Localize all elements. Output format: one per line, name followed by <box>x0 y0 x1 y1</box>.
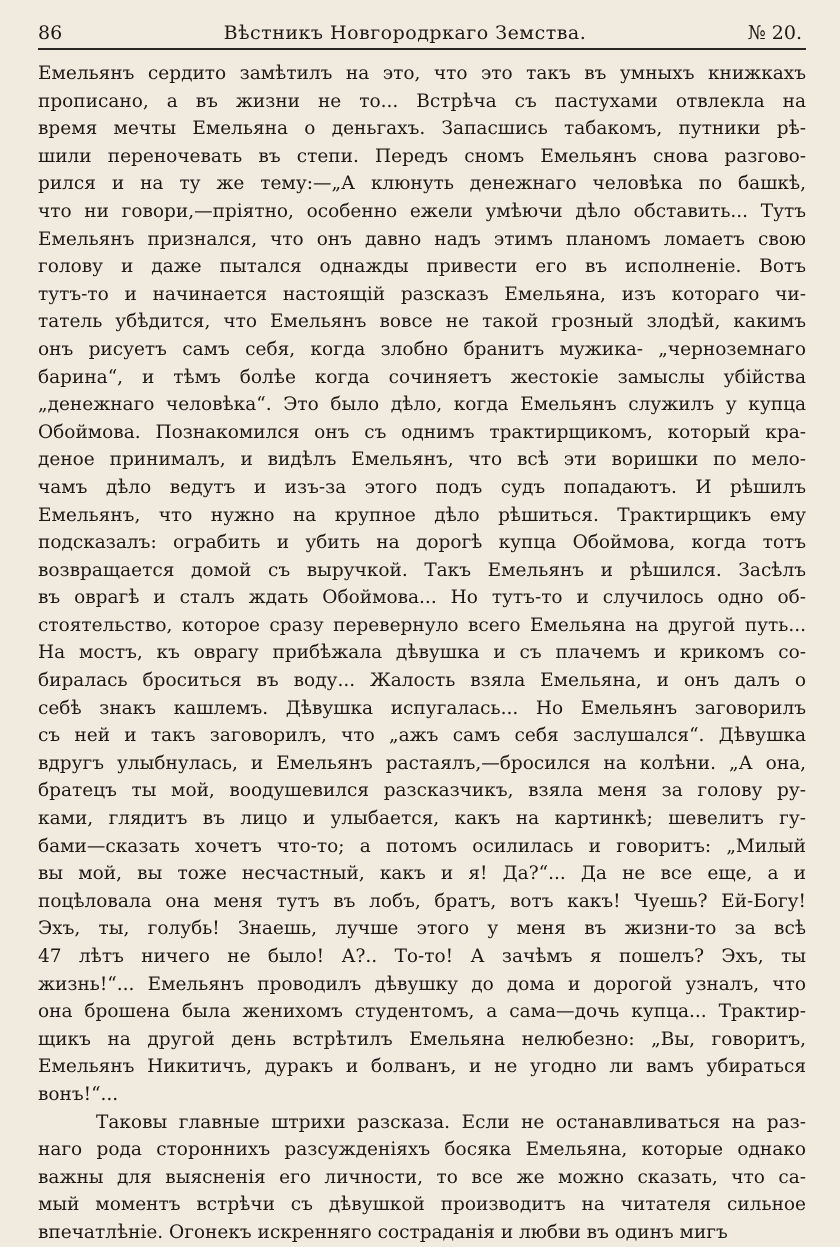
issue-number: № 20. <box>747 22 802 44</box>
text-line: тутъ-то и начинается настоящій разсказъ Емельяна, изъ котораго чи- <box>38 283 806 305</box>
text-line: впечатлѣніе. Огонекъ искренняго состраданія и любви въ одинъ мигъ <box>38 1221 728 1243</box>
text-line: вдругъ улыбнулась, и Емельянъ растаялъ,—бросился на колѣни. „А она, <box>38 752 806 774</box>
text-line: Емельянъ Никитичъ, дуракъ и болванъ, и не угодно ли вамъ убираться <box>38 1056 806 1078</box>
text-line: барина“, и тѣмъ болѣе когда сочиняетъ жестокіе замыслы убійства <box>38 366 806 388</box>
text-line: время мечты Емельяна о деньгахъ. Запасшись табакомъ, путники рѣ- <box>38 118 806 140</box>
text-line: возвращается домой съ выручкой. Такъ Емельянъ и рѣшился. Засѣлъ <box>38 559 806 581</box>
text-line: себѣ знакъ кашлемъ. Дѣвушка испугалась... Но Емельянъ заговорилъ <box>38 697 806 719</box>
text-line: онъ рисуетъ самъ себя, когда злобно бранитъ мужика- „черноземнаго <box>38 338 806 360</box>
text-line: рился и на ту же тему:—„А клюнуть денежнаго человѣка по башкѣ, <box>38 173 806 195</box>
text-line: чамъ дѣло ведутъ и изъ-за этого подъ судъ попадаютъ. И рѣшилъ <box>38 476 806 498</box>
text-line: Эхъ, ты, голубь! Знаешь, лучше этого у меня въ жизни-то за всѣ <box>38 918 806 940</box>
text-line: татель убѣдится, что Емельянъ вовсе не такой грозный злодѣй, какимъ <box>38 311 806 333</box>
text-line: съ ней и такъ заговорилъ, что „ажъ самъ себя заслушался“. Дѣвушка <box>38 725 806 747</box>
text-line: вы мой, вы тоже несчастный, какъ и я! Да?“... Да не все еще, а и <box>38 863 806 885</box>
text-line: Обоймова. Познакомился онъ съ однимъ трактирщикомъ, который кра- <box>38 421 806 443</box>
paragraph-1 <box>38 60 806 1109</box>
text-line: 47 лѣтъ ничего не было! А?.. То-то! А зачѣмъ я пошелъ? Эхъ, ты <box>38 946 806 967</box>
text-line: голову и даже пытался однажды привести его въ исполненіе. Вотъ <box>38 256 806 278</box>
text-line: важны для выясненія его личности, то все же можно сказать, что са- <box>38 1166 806 1188</box>
text-line: деное принималъ, и видѣлъ Емельянъ, что всѣ эти воришки по мело- <box>38 449 806 471</box>
text-line: шили переночевать въ степи. Передъ сномъ Емельянъ снова разгово- <box>38 145 806 167</box>
text-line: биралась броситься въ воду... Жалость взяла Емельяна, и онъ далъ о <box>38 670 806 692</box>
text-line: Емельянъ сердито замѣтилъ на это, что это такъ въ умныхъ книжкахъ <box>38 63 806 84</box>
text-line: ками, глядитъ въ лицо и улыбается, какъ на картинкѣ; шевелитъ гу- <box>38 808 806 830</box>
text-line: вонъ!“... <box>38 1083 119 1105</box>
running-header <box>38 22 806 50</box>
page-number: 86 <box>38 22 63 44</box>
text-line: Емельянъ, что нужно на крупное дѣло рѣшиться. Трактирщикъ ему <box>38 504 806 526</box>
text-line: прописано, а въ жизни не то... Встрѣча съ пастухами отвлекла на <box>38 90 806 112</box>
text-line: жизнь!“... Емельянъ проводилъ дѣвушку до дома и дорогой узналъ, что <box>38 973 806 995</box>
text-line: мый моментъ встрѣчи съ дѣвушкой производитъ на читателя сильное <box>38 1194 806 1216</box>
text-line: что ни говори,—пріятно, особенно ежели умѣючи дѣло обставить... Тутъ <box>38 200 806 222</box>
text-line: она брошена была женихомъ студентомъ, а сама—дочь купца... Трактир- <box>38 1001 806 1023</box>
text-line: щикъ на другой день встрѣтилъ Емельяна нелюбезно: „Вы, говоритъ, <box>38 1028 806 1050</box>
article-body <box>38 60 806 1247</box>
journal-title: Вѣстникъ Новгородркаго Земства. <box>223 22 587 44</box>
text-line: поцѣловала она меня тутъ въ лобъ, братъ, вотъ какъ! Чуешь? Ей-Богу! <box>38 890 806 912</box>
text-line: „денежнаго человѣка“. Это было дѣло, когда Емельянъ служилъ у купца <box>38 394 806 416</box>
paragraph-2 <box>38 1109 806 1247</box>
text-line: стоятельство, которое сразу перевернуло всего Емельяна на другой путь... <box>38 614 806 636</box>
text-line: бами—сказать хочетъ что-то; а потомъ осилилась и говоритъ: „Милый <box>38 835 806 857</box>
text-line: Емельянъ признался, что онъ давно надъ этимъ планомъ ломаетъ свою <box>38 228 806 250</box>
text-line: подсказалъ: ограбить и убить на дорогѣ купца Обоймова, когда тотъ <box>38 532 806 554</box>
text-line: братецъ ты мой, воодушевился разсказчикъ, взяла меня за голову ру- <box>38 780 806 802</box>
text-line: наго рода стороннихъ разсужденіяхъ босяка Емельяна, которые однако <box>38 1139 806 1161</box>
text-line: На мостъ, къ оврагу прибѣжала дѣвушка и съ плачемъ и крикомъ со- <box>38 642 806 664</box>
text-line: Таковы главные штрихи разсказа. Если не останавливаться на раз- <box>96 1111 806 1133</box>
text-line: въ оврагѣ и сталъ ждать Обоймова... Но тутъ-то и случилось одно об- <box>38 587 806 609</box>
